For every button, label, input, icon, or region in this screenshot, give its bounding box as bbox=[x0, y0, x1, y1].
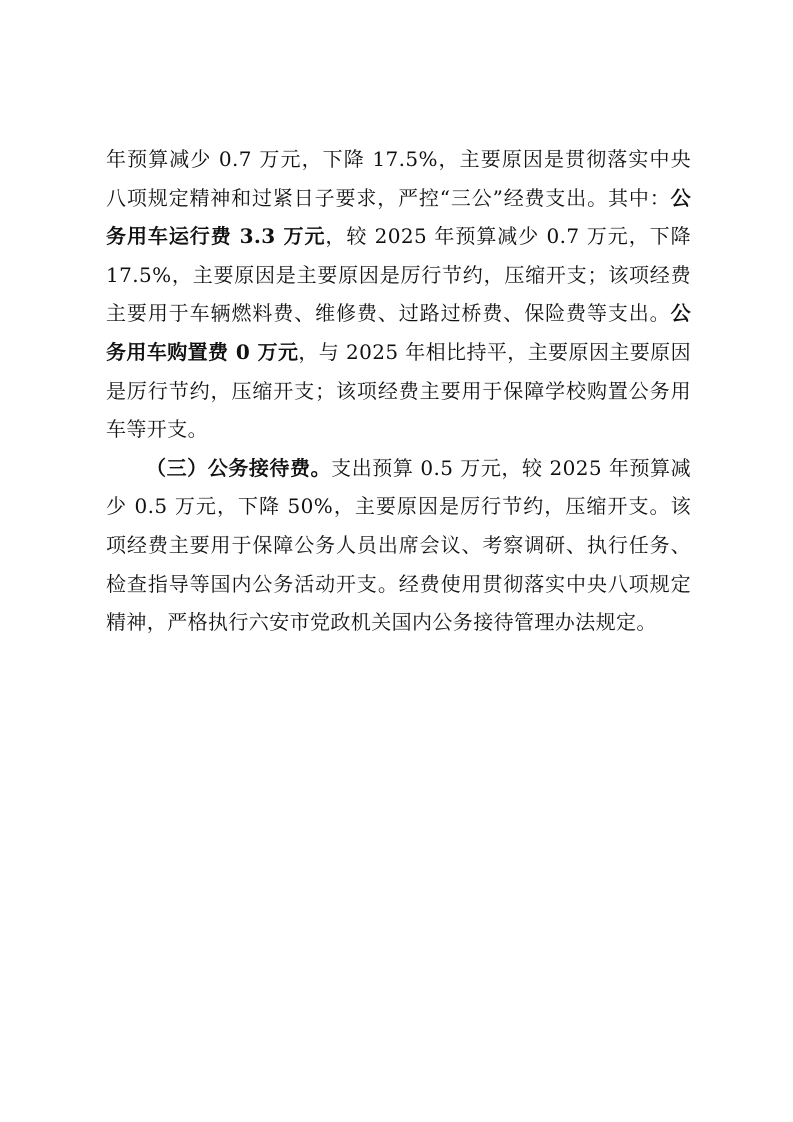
paragraph-text: 年预算减少 0.7 万元，下降 17.5%，主要原因是贯彻落实中央八项规定精神和过紧日子要求，严控“三公”经费支出。其中： bbox=[106, 147, 691, 210]
paragraph-text: ，较 2025 年预算减少 0.7 万元，下降 17.5%，主要原因是主要原因是厉行节约，压缩开支；该项经费主要用于车辆燃料费、维修费、过路过桥费、保险费等支出。 bbox=[106, 224, 691, 326]
bold-heading-vehicle-purchase: 公务用车购置费 0 万元 bbox=[106, 301, 691, 364]
paragraph-official-vehicle-expenses bbox=[106, 140, 691, 449]
paragraph-text: ，与 2025 年相比持平，主要原因主要原因是厉行节约，压缩开支；该项经费主要用于保障学校购置公务用车等开支。 bbox=[106, 339, 691, 442]
paragraph-reception-expenses bbox=[106, 449, 691, 642]
paragraph-text: 支出预算 0.5 万元，较 2025 年预算减少 0.5 万元，下降 50%，主要原因是厉行节约，压缩开支。该项经费主要用于保障公务人员出席会议、考察调研、执行任务、检查指导等国内公务活动开支。经费使用贯彻落实中央八项规定精神，严格执行六安市党政机关国内公务接待管理办法规定。 bbox=[106, 455, 691, 635]
document-page bbox=[106, 140, 691, 642]
section-heading-reception: （三）公务接待费。 bbox=[146, 455, 332, 480]
bold-heading-vehicle-operation: 公务用车运行费 3.3 万元 bbox=[106, 185, 691, 249]
